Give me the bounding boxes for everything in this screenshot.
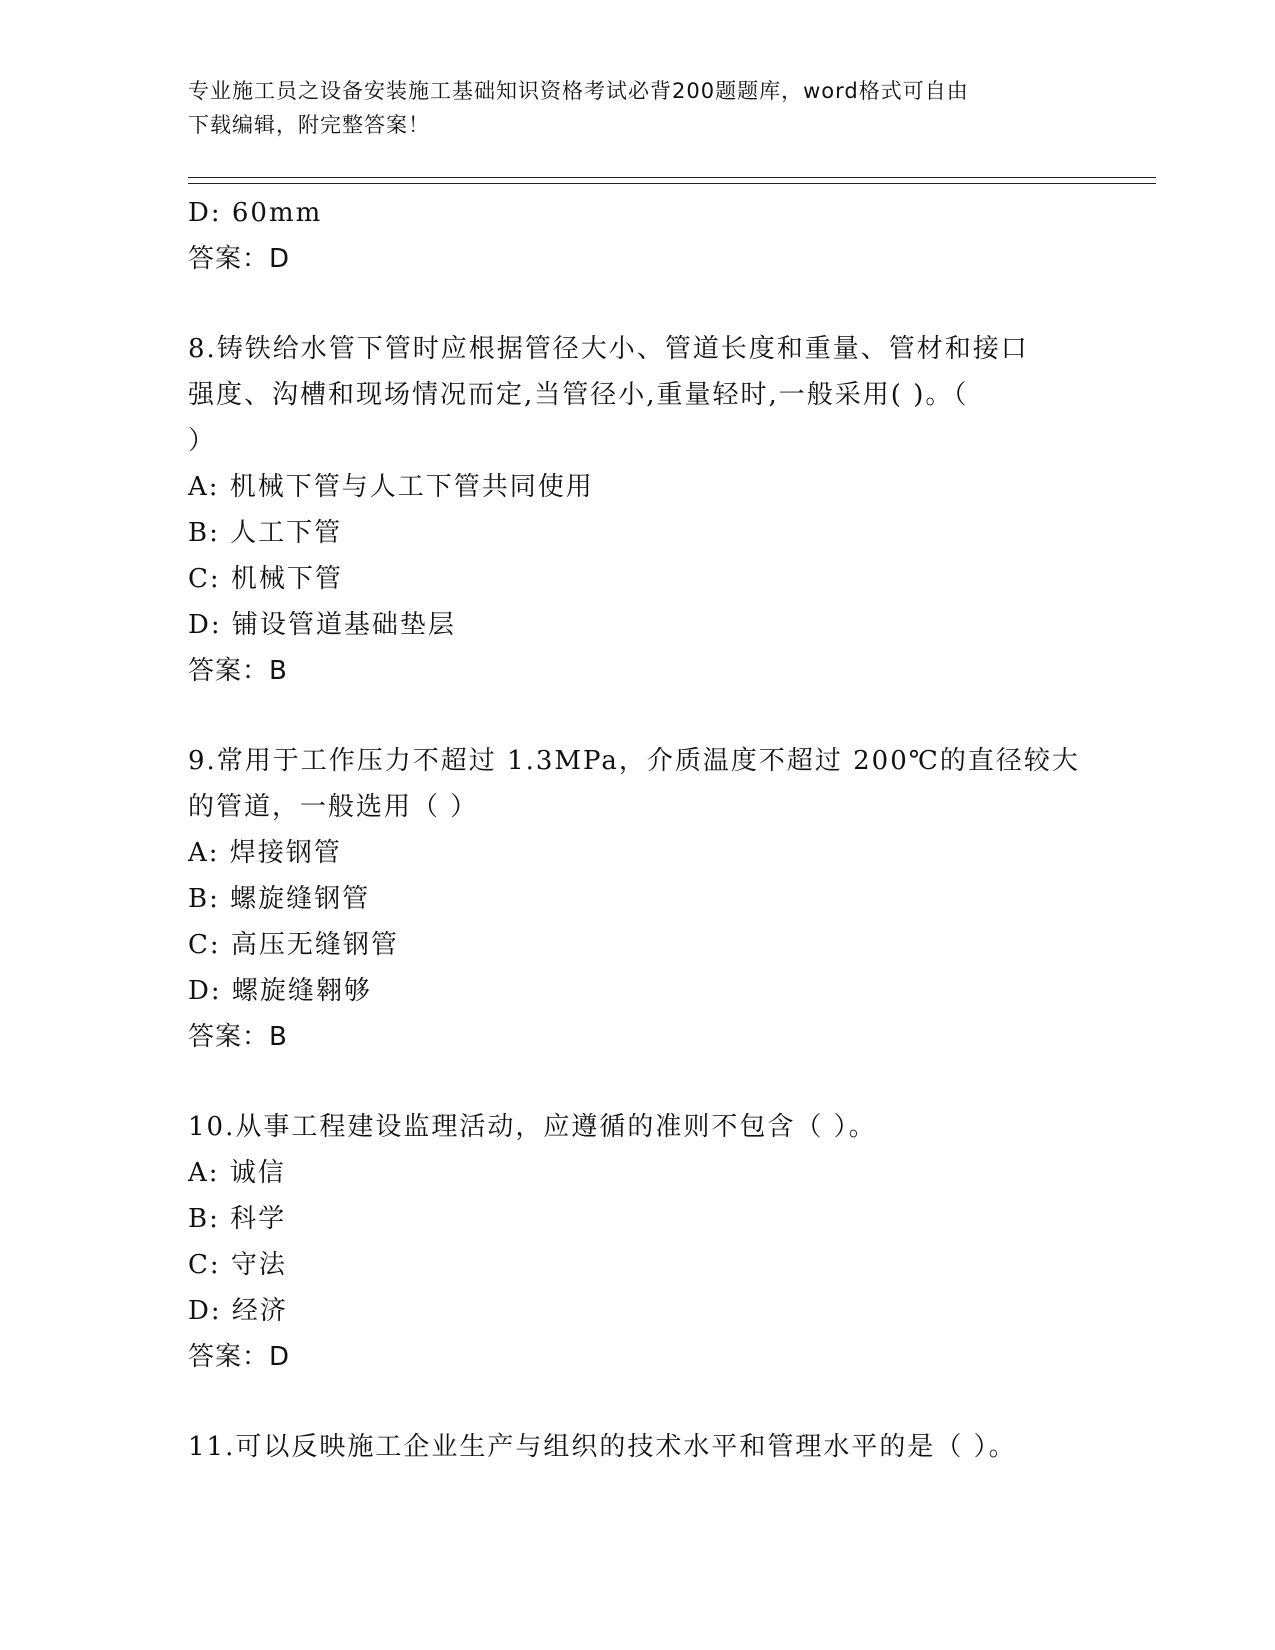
question-block-8: [188, 326, 1088, 694]
option-d: D: 60mm: [188, 198, 323, 228]
header-divider-top: [188, 177, 1156, 178]
question-stem-line: 的管道，一般选用（ ）: [188, 792, 479, 822]
question-block-11: [188, 1424, 1088, 1470]
answer-line: 答案：D: [188, 244, 291, 274]
question-block-10: [188, 1104, 1088, 1380]
question-stem-line: 11.可以反映施工企业生产与组织的技术水平和管理水平的是（ ）。: [188, 1432, 1017, 1462]
option-d: D: 经济: [188, 1296, 288, 1326]
option-d: D: 铺设管道基础垫层: [188, 610, 456, 640]
option-a: A: 机械下管与人工下管共同使用: [188, 472, 594, 502]
question-stem-line: 8.铸铁给水管下管时应根据管径大小、管道长度和重量、管材和接口: [188, 334, 1029, 364]
option-a: A: 焊接钢管: [188, 838, 342, 868]
spacer: [188, 1060, 1088, 1104]
option-d: D: 螺旋缝翱够: [188, 976, 372, 1006]
spacer: [188, 694, 1088, 738]
option-b: B: 科学: [188, 1204, 287, 1234]
option-c: C: 守法: [188, 1250, 287, 1280]
spacer: [188, 1380, 1088, 1424]
option-b: B: 人工下管: [188, 518, 343, 548]
option-b: B: 螺旋缝钢管: [188, 884, 371, 914]
header-divider-bottom: [188, 183, 1156, 184]
question-list: [188, 190, 1088, 1470]
answer-line: 答案：B: [188, 656, 288, 686]
answer-line: 答案：D: [188, 1342, 291, 1372]
spacer: [188, 282, 1088, 326]
option-c: C: 高压无缝钢管: [188, 930, 399, 960]
question-stem-line: ）: [188, 426, 217, 456]
question-block-9: [188, 738, 1088, 1060]
question-stem-line: 强度、沟槽和现场情况而定,当管径小,重量轻时,一般采用( )。（: [188, 380, 969, 410]
header-line-1: 专业施工员之设备安装施工基础知识资格考试必背200题题库，word格式可自由: [188, 79, 969, 103]
question-stem-line: 9.常用于工作压力不超过 1.3MPa，介质温度不超过 200℃的直径较大: [188, 746, 1080, 776]
answer-line: 答案：B: [188, 1022, 288, 1052]
question-stem-line: 10.从事工程建设监理活动，应遵循的准则不包含（ ）。: [188, 1112, 877, 1142]
option-c: C: 机械下管: [188, 564, 343, 594]
document-header: [188, 74, 1088, 142]
header-line-2: 下载编辑，附完整答案！: [188, 113, 430, 137]
question-block-prev: [188, 190, 1088, 282]
option-a: A: 诚信: [188, 1158, 286, 1188]
